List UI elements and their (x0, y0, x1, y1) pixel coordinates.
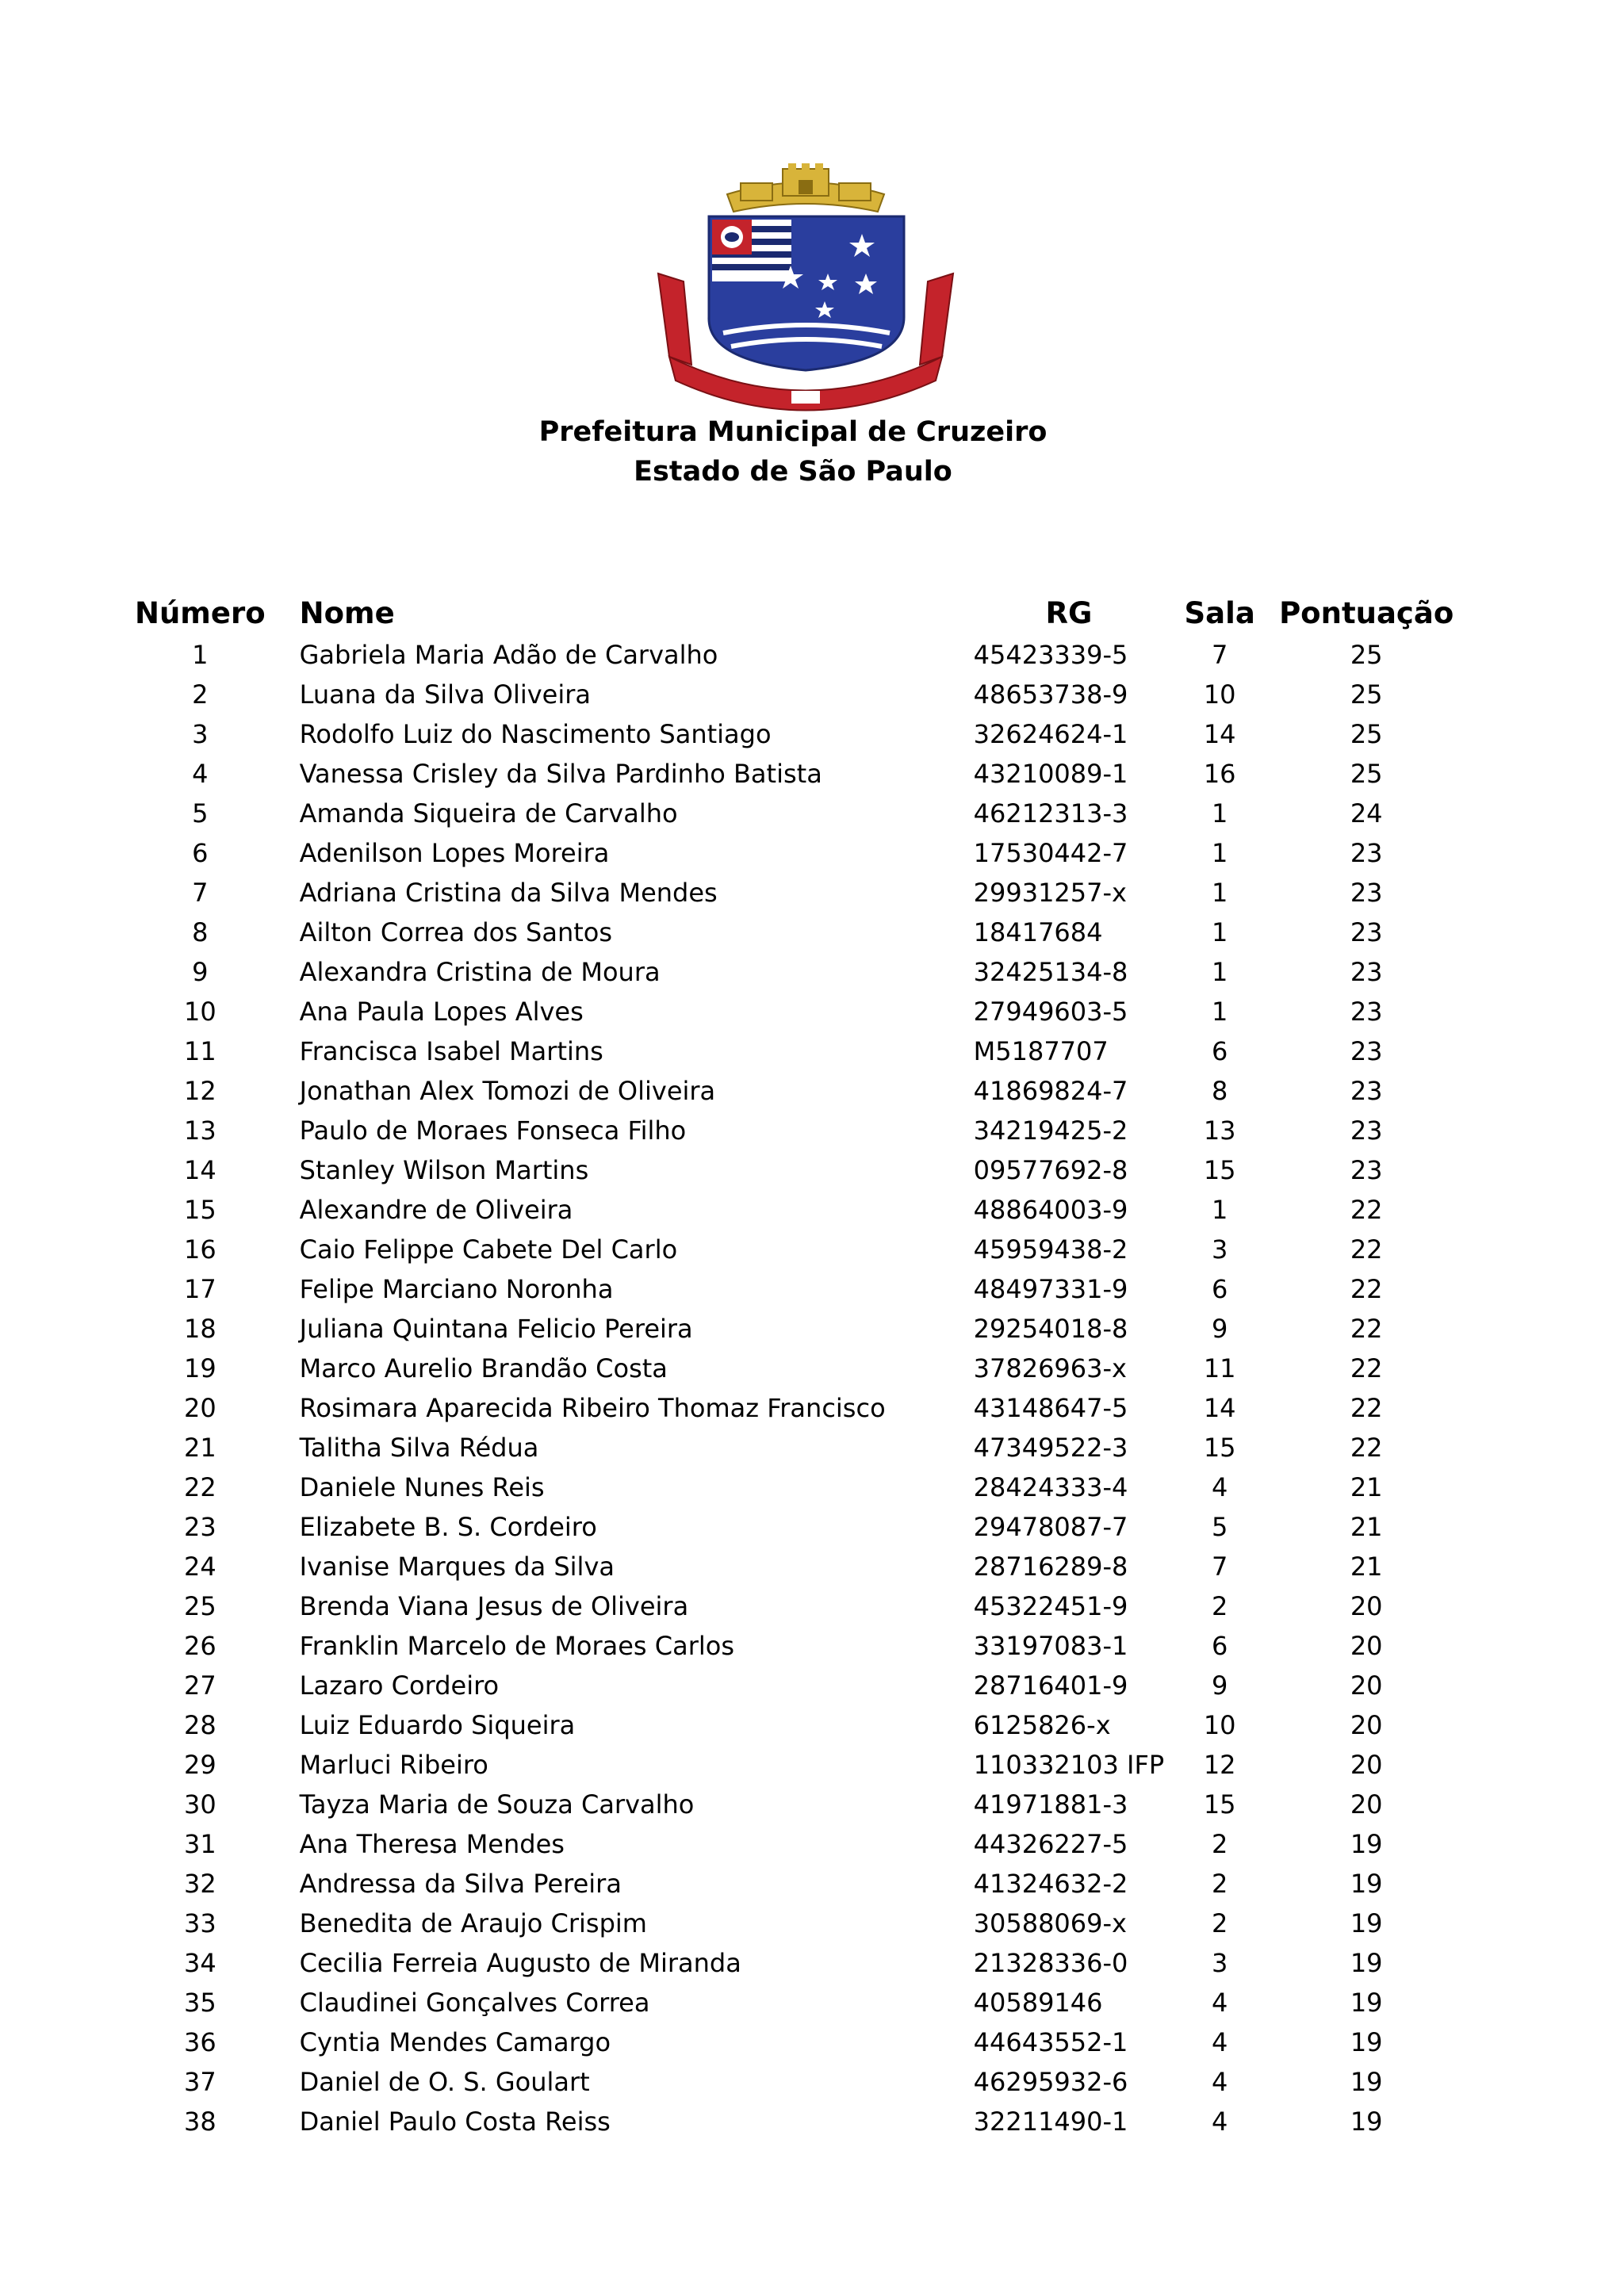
cell-pontuacao: 25 (1350, 679, 1383, 710)
cell-rg: 110332103 IFP (973, 1750, 1165, 1780)
table-row (135, 1626, 1457, 1666)
cell-nome: Benedita de Araujo Crispim (299, 1908, 647, 1938)
cell-pontuacao: 25 (1350, 640, 1383, 670)
cell-numero: 8 (192, 917, 209, 947)
cell-nome: Claudinei Gonçalves Correa (299, 1988, 650, 2018)
cell-sala: 1 (1211, 838, 1228, 868)
candidate-table (135, 591, 1457, 2141)
table-row (135, 873, 1457, 913)
cell-sala: 11 (1203, 1353, 1236, 1383)
cell-numero: 28 (183, 1710, 216, 1740)
cell-numero: 7 (192, 878, 209, 908)
cell-pontuacao: 23 (1350, 1076, 1383, 1106)
cell-sala: 14 (1203, 719, 1236, 749)
cell-pontuacao: 23 (1350, 957, 1383, 987)
cell-sala: 9 (1211, 1670, 1228, 1701)
cell-numero: 14 (183, 1155, 216, 1185)
cell-sala: 4 (1211, 1988, 1228, 2018)
cell-rg: 45322451-9 (973, 1591, 1128, 1621)
cell-rg: 32425134-8 (973, 957, 1128, 987)
cell-rg: 41869824-7 (973, 1076, 1128, 1106)
table-row (135, 1745, 1457, 1785)
cell-pontuacao: 23 (1350, 1155, 1383, 1185)
cell-sala: 4 (1211, 1472, 1228, 1502)
table-row (135, 1269, 1457, 1309)
table-row (135, 714, 1457, 754)
cell-numero: 5 (192, 798, 209, 828)
cell-rg: 30588069-x (973, 1908, 1127, 1938)
cell-sala: 6 (1211, 1274, 1228, 1304)
cell-sala: 2 (1211, 1591, 1228, 1621)
cell-pontuacao: 20 (1350, 1710, 1383, 1740)
header-title: Prefeitura Municipal de Cruzeiro (538, 416, 1048, 448)
cell-pontuacao: 23 (1350, 1115, 1383, 1146)
cell-rg: 46212313-3 (973, 798, 1128, 828)
cell-pontuacao: 22 (1350, 1393, 1383, 1423)
crown-icon (727, 163, 884, 212)
cell-numero: 15 (183, 1195, 216, 1225)
cell-numero: 26 (183, 1631, 216, 1661)
cell-nome: Rodolfo Luiz do Nascimento Santiago (299, 719, 772, 749)
cell-nome: Amanda Siqueira de Carvalho (299, 798, 678, 828)
cell-nome: Ana Theresa Mendes (299, 1829, 565, 1859)
cell-rg: 46295932-6 (973, 2067, 1128, 2097)
cell-nome: Rosimara Aparecida Ribeiro Thomaz Francisco (299, 1393, 886, 1423)
table-row (135, 2022, 1457, 2062)
cell-nome: Francisca Isabel Martins (299, 1036, 603, 1066)
cell-numero: 24 (183, 1552, 216, 1582)
cell-nome: Marco Aurelio Brandão Costa (299, 1353, 668, 1383)
cell-rg: 18417684 (973, 917, 1103, 947)
cell-sala: 15 (1203, 1789, 1236, 1820)
table-row (135, 794, 1457, 833)
cell-pontuacao: 19 (1350, 1948, 1383, 1978)
cell-sala: 13 (1203, 1115, 1236, 1146)
cell-nome: Cecilia Ferreia Augusto de Miranda (299, 1948, 741, 1978)
cell-numero: 34 (183, 1948, 216, 1978)
table-row (135, 1428, 1457, 1468)
cell-nome: Luiz Eduardo Siqueira (299, 1710, 576, 1740)
cell-nome: Adriana Cristina da Silva Mendes (299, 878, 718, 908)
cell-pontuacao: 19 (1350, 2027, 1383, 2057)
cell-numero: 3 (192, 719, 209, 749)
cell-pontuacao: 23 (1350, 838, 1383, 868)
cell-numero: 12 (183, 1076, 216, 1106)
cell-sala: 7 (1211, 1552, 1228, 1582)
cell-nome: Ailton Correa dos Santos (299, 917, 613, 947)
cell-rg: 43148647-5 (973, 1393, 1128, 1423)
cell-pontuacao: 23 (1350, 917, 1383, 947)
cell-pontuacao: 22 (1350, 1353, 1383, 1383)
table-row (135, 1705, 1457, 1745)
cell-sala: 1 (1211, 957, 1228, 987)
cell-numero: 10 (183, 997, 216, 1027)
cell-rg: 17530442-7 (973, 838, 1128, 868)
table-row (135, 1388, 1457, 1428)
table-row (135, 1864, 1457, 1904)
cell-numero: 2 (192, 679, 209, 710)
cell-sala: 2 (1211, 1908, 1228, 1938)
cell-nome: Caio Felippe Cabete Del Carlo (299, 1234, 678, 1265)
cell-nome: Vanessa Crisley da Silva Pardinho Batista (299, 759, 822, 789)
cell-sala: 1 (1211, 997, 1228, 1027)
cell-nome: Alexandre de Oliveira (299, 1195, 573, 1225)
cell-rg: 29931257-x (973, 878, 1127, 908)
cell-numero: 18 (183, 1314, 216, 1344)
cell-numero: 21 (183, 1433, 216, 1463)
cell-pontuacao: 19 (1350, 2107, 1383, 2137)
cell-pontuacao: 23 (1350, 997, 1383, 1027)
cell-sala: 14 (1203, 1393, 1236, 1423)
table-row (135, 1547, 1457, 1586)
table-row (135, 1983, 1457, 2022)
cell-nome: Marluci Ribeiro (299, 1750, 488, 1780)
table-row (135, 1666, 1457, 1705)
cell-rg: 6125826-x (973, 1710, 1111, 1740)
cell-sala: 4 (1211, 2107, 1228, 2137)
cell-sala: 1 (1211, 878, 1228, 908)
cell-numero: 4 (192, 759, 209, 789)
cell-numero: 38 (183, 2107, 216, 2137)
cell-nome: Franklin Marcelo de Moraes Carlos (299, 1631, 735, 1661)
cell-sala: 2 (1211, 1829, 1228, 1859)
cell-sala: 4 (1211, 2067, 1228, 2097)
cell-rg: 27949603-5 (973, 997, 1128, 1027)
cell-sala: 10 (1203, 679, 1236, 710)
cell-nome: Talitha Silva Rédua (299, 1433, 539, 1463)
cell-rg: 28716401-9 (973, 1670, 1128, 1701)
cell-rg: 40589146 (973, 1988, 1103, 2018)
cell-nome: Luana da Silva Oliveira (299, 679, 591, 710)
cell-pontuacao: 22 (1350, 1195, 1383, 1225)
cell-numero: 11 (183, 1036, 216, 1066)
cell-rg: 29254018-8 (973, 1314, 1128, 1344)
table-row (135, 1785, 1457, 1824)
cell-numero: 27 (183, 1670, 216, 1701)
cell-pontuacao: 19 (1350, 1829, 1383, 1859)
cell-nome: Felipe Marciano Noronha (299, 1274, 614, 1304)
cell-pontuacao: 19 (1350, 2067, 1383, 2097)
cell-numero: 6 (192, 838, 209, 868)
cell-pontuacao: 20 (1350, 1670, 1383, 1701)
table-row (135, 2102, 1457, 2141)
cell-pontuacao: 20 (1350, 1591, 1383, 1621)
header-subtitle: Estado de São Paulo (634, 456, 952, 488)
cell-sala: 9 (1211, 1314, 1228, 1344)
cell-numero: 29 (183, 1750, 216, 1780)
table-row (135, 754, 1457, 794)
cell-pontuacao: 20 (1350, 1789, 1383, 1820)
cell-numero: 23 (183, 1512, 216, 1542)
table-row (135, 913, 1457, 952)
cell-pontuacao: 19 (1350, 1869, 1383, 1899)
cell-sala: 1 (1211, 1195, 1228, 1225)
column-header-nome: Nome (299, 596, 395, 630)
cell-nome: Daniel de O. S. Goulart (299, 2067, 590, 2097)
cell-rg: 09577692-8 (973, 1155, 1128, 1185)
column-header-pontuacao: Pontuação (1279, 596, 1454, 630)
shield-icon (709, 216, 904, 370)
cell-nome: Tayza Maria de Souza Carvalho (299, 1789, 695, 1820)
cell-sala: 1 (1211, 798, 1228, 828)
table-row (135, 1230, 1457, 1269)
table-row (135, 635, 1457, 675)
cell-numero: 22 (183, 1472, 216, 1502)
municipal-crest-icon (652, 163, 959, 412)
cell-nome: Gabriela Maria Adão de Carvalho (299, 640, 718, 670)
table-header-row (135, 591, 1457, 635)
cell-rg: 48653738-9 (973, 679, 1128, 710)
cell-sala: 3 (1211, 1234, 1228, 1265)
cell-pontuacao: 22 (1350, 1234, 1383, 1265)
table-row (135, 1507, 1457, 1547)
table-row (135, 992, 1457, 1031)
table-row (135, 1586, 1457, 1626)
cell-nome: Elizabete B. S. Cordeiro (299, 1512, 597, 1542)
cell-nome: Adenilson Lopes Moreira (299, 838, 610, 868)
cell-sala: 16 (1203, 759, 1236, 789)
table-row (135, 833, 1457, 873)
table-row (135, 1150, 1457, 1190)
table-row (135, 1190, 1457, 1230)
cell-numero: 37 (183, 2067, 216, 2097)
cell-numero: 35 (183, 1988, 216, 2018)
table-row (135, 1824, 1457, 1864)
cell-pontuacao: 25 (1350, 719, 1383, 749)
cell-nome: Paulo de Moraes Fonseca Filho (299, 1115, 687, 1146)
table-row (135, 2062, 1457, 2102)
cell-nome: Daniel Paulo Costa Reiss (299, 2107, 611, 2137)
cell-rg: 21328336-0 (973, 1948, 1128, 1978)
cell-numero: 30 (183, 1789, 216, 1820)
cell-rg: 32624624-1 (973, 719, 1128, 749)
cell-pontuacao: 21 (1350, 1552, 1383, 1582)
cell-nome: Jonathan Alex Tomozi de Oliveira (299, 1076, 716, 1106)
cell-pontuacao: 22 (1350, 1274, 1383, 1304)
column-header-sala: Sala (1184, 596, 1255, 630)
cell-sala: 4 (1211, 2027, 1228, 2057)
cell-sala: 2 (1211, 1869, 1228, 1899)
cell-rg: 48864003-9 (973, 1195, 1128, 1225)
table-row (135, 1031, 1457, 1071)
cell-numero: 32 (183, 1869, 216, 1899)
cell-sala: 10 (1203, 1710, 1236, 1740)
cell-rg: 45959438-2 (973, 1234, 1128, 1265)
cell-pontuacao: 23 (1350, 1036, 1383, 1066)
cell-nome: Juliana Quintana Felicio Pereira (299, 1314, 693, 1344)
cell-numero: 20 (183, 1393, 216, 1423)
cell-nome: Lazaro Cordeiro (299, 1670, 500, 1701)
cell-rg: 44643552-1 (973, 2027, 1128, 2057)
cell-numero: 33 (183, 1908, 216, 1938)
cell-sala: 6 (1211, 1631, 1228, 1661)
cell-sala: 15 (1203, 1433, 1236, 1463)
cell-rg: 43210089-1 (973, 759, 1128, 789)
cell-pontuacao: 24 (1350, 798, 1383, 828)
cell-rg: M5187707 (973, 1036, 1109, 1066)
cell-nome: Ana Paula Lopes Alves (299, 997, 584, 1027)
column-header-rg: RG (1045, 596, 1093, 630)
table-row (135, 952, 1457, 992)
table-row (135, 1943, 1457, 1983)
cell-nome: Brenda Viana Jesus de Oliveira (299, 1591, 689, 1621)
cell-nome: Daniele Nunes Reis (299, 1472, 545, 1502)
cell-numero: 13 (183, 1115, 216, 1146)
table-row (135, 1468, 1457, 1507)
table-row (135, 1071, 1457, 1111)
cell-sala: 7 (1211, 640, 1228, 670)
cell-nome: Andressa da Silva Pereira (299, 1869, 622, 1899)
cell-pontuacao: 22 (1350, 1433, 1383, 1463)
cell-rg: 33197083-1 (973, 1631, 1128, 1661)
cell-sala: 8 (1211, 1076, 1228, 1106)
table-row (135, 1349, 1457, 1388)
cell-rg: 45423339-5 (973, 640, 1128, 670)
cell-nome: Ivanise Marques da Silva (299, 1552, 615, 1582)
cell-numero: 31 (183, 1829, 216, 1859)
cell-numero: 17 (183, 1274, 216, 1304)
cell-pontuacao: 20 (1350, 1631, 1383, 1661)
cell-pontuacao: 20 (1350, 1750, 1383, 1780)
table-row (135, 1111, 1457, 1150)
cell-pontuacao: 22 (1350, 1314, 1383, 1344)
cell-nome: Alexandra Cristina de Moura (299, 957, 661, 987)
cell-pontuacao: 21 (1350, 1512, 1383, 1542)
cell-numero: 25 (183, 1591, 216, 1621)
cell-nome: Cyntia Mendes Camargo (299, 2027, 611, 2057)
cell-rg: 48497331-9 (973, 1274, 1128, 1304)
cell-rg: 29478087-7 (973, 1512, 1128, 1542)
cell-rg: 37826963-x (973, 1353, 1127, 1383)
cell-rg: 32211490-1 (973, 2107, 1128, 2137)
cell-numero: 19 (183, 1353, 216, 1383)
cell-numero: 1 (192, 640, 209, 670)
cell-numero: 9 (192, 957, 209, 987)
cell-sala: 6 (1211, 1036, 1228, 1066)
cell-rg: 41324632-2 (973, 1869, 1128, 1899)
cell-pontuacao: 19 (1350, 1908, 1383, 1938)
document-header (0, 412, 1586, 492)
cell-rg: 28716289-8 (973, 1552, 1128, 1582)
cell-numero: 16 (183, 1234, 216, 1265)
column-header-numero: Número (135, 596, 266, 630)
cell-pontuacao: 23 (1350, 878, 1383, 908)
cell-rg: 47349522-3 (973, 1433, 1128, 1463)
cell-sala: 5 (1211, 1512, 1228, 1542)
cell-pontuacao: 21 (1350, 1472, 1383, 1502)
cell-sala: 12 (1203, 1750, 1236, 1780)
cell-rg: 41971881-3 (973, 1789, 1128, 1820)
cell-nome: Stanley Wilson Martins (299, 1155, 589, 1185)
cell-sala: 15 (1203, 1155, 1236, 1185)
table-row (135, 675, 1457, 714)
cell-numero: 36 (183, 2027, 216, 2057)
cell-rg: 28424333-4 (973, 1472, 1128, 1502)
cell-rg: 44326227-5 (973, 1829, 1128, 1859)
cell-sala: 1 (1211, 917, 1228, 947)
table-row (135, 1309, 1457, 1349)
cell-sala: 3 (1211, 1948, 1228, 1978)
cell-pontuacao: 25 (1350, 759, 1383, 789)
cell-pontuacao: 19 (1350, 1988, 1383, 2018)
cell-rg: 34219425-2 (973, 1115, 1128, 1146)
table-row (135, 1904, 1457, 1943)
